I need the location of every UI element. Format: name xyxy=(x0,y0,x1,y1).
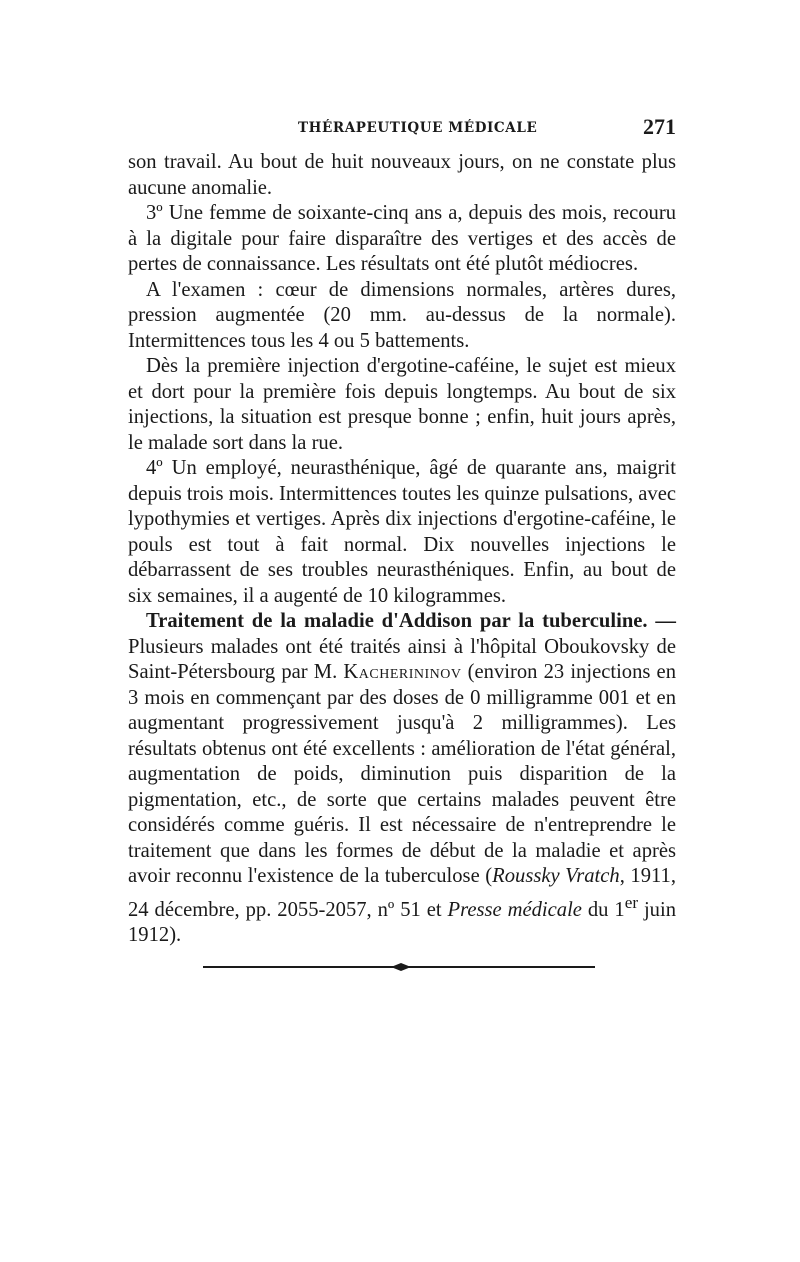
addison-text-5: juin 1912). xyxy=(128,898,676,946)
paragraph-case-3: 3º Une femme de soixante-cinq ans a, depuis des mois, recouru à la digitale pour faire disparaître des vertiges et des accès de pertes de connaissance. Les résultats ont été plutôt médiocres. xyxy=(128,202,676,275)
running-title: THÉRAPEUTIQUE MÉDICALE xyxy=(298,120,538,136)
addison-text-4: du 1 xyxy=(581,898,625,921)
end-ornament-rule xyxy=(203,962,595,972)
paragraph-injection: Dès la première injection d'ergotine-caféine, le sujet est mieux et dort pour la première fois depuis longtemps. Au bout de six injections, la situation est presque bonne ; enfin, huit jours après, le malade sort dans la rue. xyxy=(128,355,676,454)
paragraph-continuation: son travail. Au bout de huit nouveaux jours, on ne constate plus aucune anomalie. xyxy=(128,151,676,199)
section-heading-addison: Traitement de la maladie d'Addison par la tuberculine. — xyxy=(146,610,676,632)
paragraph-examination: A l'examen : cœur de dimensions normales, artères dures, pression augmentée (20 mm. au-dessus de la normale). Intermittences tous les 4 ou 5 battements. xyxy=(128,278,676,352)
source-presse-medicale: Presse médicale xyxy=(447,898,582,921)
page-header xyxy=(128,114,676,144)
addison-text-1: Plusieurs malades ont été traités ainsi à l'hôpital Oboukovsky de Saint-Pétersbourg par M. xyxy=(128,635,676,683)
addison-text-2: (environ 23 injections en 3 mois en commençant par des doses de 0 milligramme 001 et en augmentant progressivement jusqu'à 2 milligrammes). Les résultats obtenus ont été excellents : amélioration de l'état général, augmentation de poids, diminution puis disparition de la pigmentation, etc., de sorte que certains malades peuvent être considérés comme guéris. Il est nécessaire de n'entreprendre le traitement que dans les formes de début de la maladie et après avoir reconnu l'existence de la tuberculose ( xyxy=(128,661,676,887)
body-text xyxy=(128,150,676,948)
paragraph-case-4: 4º Un employé, neurasthénique, âgé de quarante ans, maigrit depuis trois mois. Intermittences toutes les quinze pulsations, avec lypothymies et vertiges. Après dix injections d'ergotine-caféine, le pouls est tout à fait normal. Dix nouvelles injections le débarrassent de ses troubles neurasthéniques. Enfin, au bout de six semaines, il a augenté de 10 kilogrammes. xyxy=(128,457,676,607)
addison-text-3: , 1911, 24 décembre, pp. 2055-2057, nº 51 et xyxy=(128,865,676,921)
source-roussky-vratch: Roussky Vratch xyxy=(492,865,620,887)
author-name: Kacherininov xyxy=(343,661,462,683)
paragraph-addison xyxy=(128,609,676,948)
page-number: 271 xyxy=(643,114,676,139)
ordinal-superscript: er xyxy=(624,892,639,912)
